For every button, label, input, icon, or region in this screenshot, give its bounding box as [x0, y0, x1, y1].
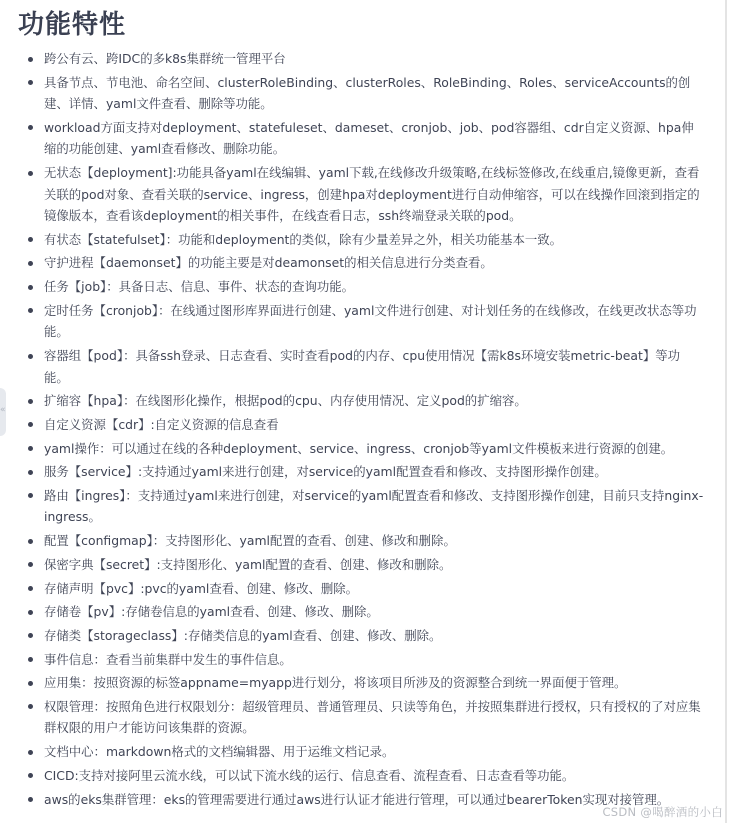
feature-item: 事件信息：查看当前集群中发生的事件信息。 — [44, 649, 704, 671]
feature-item: 权限管理：按照角色进行权限划分：超级管理员、普通管理员、只读等角色，并按照集群进行授权，只有授权的了对应集群权限的用户才能访问该集群的资源。 — [44, 696, 704, 739]
feature-item: 无状态【deployment]:功能具备yaml在线编辑、yaml下载,在线修改升级策略,在线标签修改,在线重启,镜像更新，查看关联的pod对象、查看关联的service、ingress，创建hpa对deployment进行自动伸缩容，可以在线操作回滚到指定的镜像版本，查看该deployment的相关事件，在线查看日志，ssh终端登录关联的pod。 — [44, 162, 704, 227]
feature-item: 配置【configmap】：支持图形化、yaml配置的查看、创建、修改和删除。 — [44, 530, 704, 552]
feature-item: 保密字典【secret】:支持图形化、yaml配置的查看、创建、修改和删除。 — [44, 554, 704, 576]
watermark: CSDN @喝醉酒的小白 — [602, 805, 723, 819]
side-collapse-tab[interactable] — [0, 388, 6, 436]
feature-item: 有状态【statefulset】：功能和deployment的类似，除有少量差异之外，相关功能基本一致。 — [44, 229, 704, 251]
feature-item: CICD:支持对接阿里云流水线，可以试下流水线的运行、信息查看、流程查看、日志查看等功能。 — [44, 765, 704, 787]
feature-item: 文档中心：markdown格式的文档编辑器、用于运维文档记录。 — [44, 741, 704, 763]
scrollbar-track[interactable] — [725, 0, 727, 823]
feature-item: 路由【ingres】：支持通过yaml来进行创建，对service的yaml配置查看和修改、支持图形操作创建，目前只支持nginx-ingress。 — [44, 485, 704, 528]
feature-item: 自定义资源【cdr】:自定义资源的信息查看 — [44, 414, 704, 436]
feature-item: 存储声明【pvc】:pvc的yaml查看、创建、修改、删除。 — [44, 578, 704, 600]
feature-item: 守护进程【daemonset】的功能主要是对deamonset的相关信息进行分类查看。 — [44, 252, 704, 274]
feature-item: yaml操作：可以通过在线的各种deployment、service、ingress、cronjob等yaml文件模板来进行资源的创建。 — [44, 438, 704, 460]
feature-item: 定时任务【cronjob】：在线通过图形库界面进行创建、yaml文件进行创建、对计划任务的在线修改，在线更改状态等功能。 — [44, 300, 704, 343]
feature-item: 扩缩容【hpa】：在线图形化操作，根据pod的cpu、内存使用情况、定义pod的扩缩容。 — [44, 390, 704, 412]
feature-item: 存储卷【pv】:存储卷信息的yaml查看、创建、修改、删除。 — [44, 601, 704, 623]
feature-item: 应用集：按照资源的标签appname=myapp进行划分，将该项目所涉及的资源整合到统一界面便于管理。 — [44, 672, 704, 694]
feature-item: workload方面支持对deployment、statefuleset、dameset、cronjob、job、pod容器组、cdr自定义资源、hpa伸缩的功能创建、yaml查看修改、删除功能。 — [44, 117, 704, 160]
feature-item: 存储类【storageclass】:存储类信息的yaml查看、创建、修改、删除。 — [44, 625, 704, 647]
collapse-icon: « — [0, 405, 6, 415]
feature-list — [0, 48, 704, 812]
feature-item: 容器组【pod】：具备ssh登录、日志查看、实时查看pod的内存、cpu使用情况【需k8s环境安装metric-beat】等功能。 — [44, 345, 704, 388]
feature-item: 具备节点、节电池、命名空间、clusterRoleBinding、clusterRoles、RoleBinding、Roles、serviceAccounts的创建、详情、yaml文件查看、删除等功能。 — [44, 72, 704, 115]
feature-item: aws的eks集群管理：eks的管理需要进行通过aws进行认证才能进行管理，可以通过bearerToken实现对接管理。 — [44, 789, 704, 811]
feature-item: 跨公有云、跨IDC的多k8s集群统一管理平台 — [44, 48, 704, 70]
section-title: 功能特性 — [18, 10, 127, 40]
feature-item: 服务【service】:支持通过yaml来进行创建，对service的yaml配置查看和修改、支持图形操作创建。 — [44, 461, 704, 483]
feature-item: 任务【job】：具备日志、信息、事件、状态的查询功能。 — [44, 276, 704, 298]
